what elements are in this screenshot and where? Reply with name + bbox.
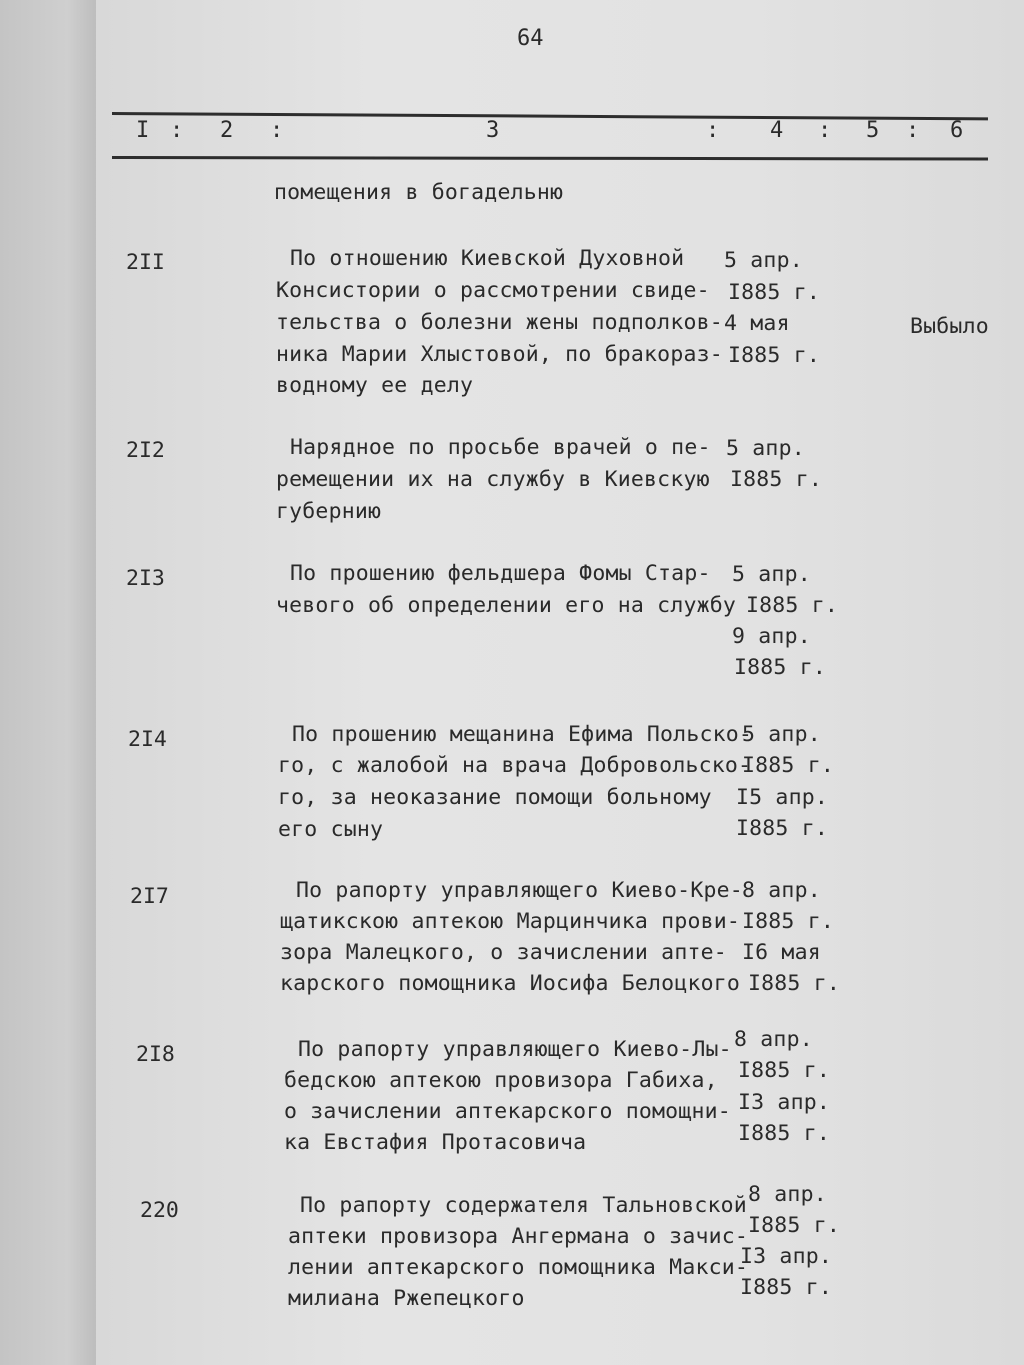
entry-text-line: милиана Ржепецкого <box>288 1286 525 1311</box>
entry-text-line: его сыну <box>278 817 384 842</box>
entry-date: I885 г. <box>736 816 829 841</box>
header-col-1: I <box>136 118 150 143</box>
header-separator: : <box>706 118 720 143</box>
entry-date: 8 апр. <box>748 1182 827 1207</box>
entry-date: I885 г. <box>748 1213 841 1238</box>
entry-number: 2I3 <box>126 566 165 591</box>
entry-date: I885 г. <box>738 1058 831 1083</box>
entry-number: 2I7 <box>130 884 169 909</box>
entry-text-line: По прошению фельдшера Фомы Стар- <box>290 561 711 586</box>
entry-number: 2I2 <box>126 438 165 463</box>
entry-date: 4 мая <box>724 311 790 336</box>
entry-text-line: карского помощника Иосифа Белоцкого <box>280 971 741 996</box>
entry-date: I885 г. <box>746 593 839 618</box>
entry-date: I3 апр. <box>740 1244 833 1269</box>
entry-text-line: го, за неоказание помощи больному <box>278 785 712 810</box>
header-col-2: 2 <box>220 118 234 143</box>
entry-text-line: го, с жалобой на врача Добровольско- <box>278 753 752 778</box>
entry-date: I885 г. <box>738 1121 831 1146</box>
entry-date: I3 апр. <box>738 1090 831 1115</box>
header-col-6: 6 <box>950 118 964 143</box>
entry-text-line: Консистории о рассмотрении свиде- <box>276 278 710 303</box>
header-col-5: 5 <box>866 118 880 143</box>
entry-date: I5 апр. <box>736 785 829 810</box>
header-separator: : <box>170 118 184 143</box>
entry-text-line: ремещении их на службу в Киевскую <box>276 467 710 492</box>
header-separator: : <box>270 118 284 143</box>
entry-text-line: щатикскою аптекою Марцинчика прови- <box>280 909 741 934</box>
entry-text-line: Нарядное по просьбе врачей о пе- <box>290 435 711 460</box>
entry-text-line: зора Малецкого, о зачислении апте- <box>280 940 727 965</box>
header-col-4: 4 <box>770 118 784 143</box>
entry-text-line: аптеки провизора Ангермана о зачис- <box>288 1224 749 1249</box>
page-number: 64 <box>517 26 544 51</box>
entry-date: 5 апр. <box>742 722 821 747</box>
entry-number: 2II <box>126 250 165 275</box>
entry-date: 5 апр. <box>726 436 805 461</box>
entry-text-line: бедскою аптекою провизора Габиха, <box>284 1068 718 1093</box>
entry-date: I6 мая <box>742 940 821 965</box>
entry-number: 2I8 <box>136 1042 175 1067</box>
entry-text-line: о зачислении аптекарского помощни- <box>284 1099 731 1124</box>
entry-date: I885 г. <box>742 753 835 778</box>
entry-date: 8 апр. <box>734 1027 813 1052</box>
book-gutter <box>0 0 96 1365</box>
entry-text-line: По рапорту управляющего Киево-Кре- <box>296 878 743 903</box>
entry-text-line: ника Марии Хлыстовой, по бракораз- <box>276 342 723 367</box>
entry-date: 9 апр. <box>732 624 811 649</box>
header-separator: : <box>818 118 832 143</box>
entry-date: 5 апр. <box>732 562 811 587</box>
entry-text-line: По рапорту управляющего Киево-Лы- <box>298 1037 732 1062</box>
entry-date: I885 г. <box>748 971 841 996</box>
header-separator: : <box>906 118 920 143</box>
entry-text-line: По отношению Киевской Духовной <box>290 246 685 271</box>
entry-text-line: По рапорту содержателя Тальновской <box>300 1193 747 1218</box>
entry-text-line: тельства о болезни жены подполков- <box>276 310 723 335</box>
entry-number: 2I4 <box>128 727 167 752</box>
entry-text-line: водному ее делу <box>276 373 474 398</box>
entry-text-line: По прошению мещанина Ефима Польско- <box>292 722 753 747</box>
header-col-3: 3 <box>486 118 500 143</box>
entry-number: 220 <box>140 1198 179 1223</box>
entry-text-line: чевого об определении его на службу <box>276 593 737 618</box>
entry-text-line: ка Евстафия Протасовича <box>284 1130 587 1155</box>
entry-date: I885 г. <box>730 467 823 492</box>
entry-date: I885 г. <box>728 343 821 368</box>
entry-text-line: лении аптекарского помощника Макси- <box>288 1255 749 1280</box>
entry-date: I885 г. <box>740 1275 833 1300</box>
entry-date: I885 г. <box>742 909 835 934</box>
entry-note: Выбыло <box>910 314 989 339</box>
entry-date: 5 апр. <box>724 248 803 273</box>
entry-date: I885 г. <box>728 280 821 305</box>
entry-text-line: губернию <box>276 499 382 524</box>
entry-date: 8 апр. <box>742 878 821 903</box>
continuation-text: помещения в богадельню <box>274 180 564 205</box>
entry-date: I885 г. <box>734 655 827 680</box>
